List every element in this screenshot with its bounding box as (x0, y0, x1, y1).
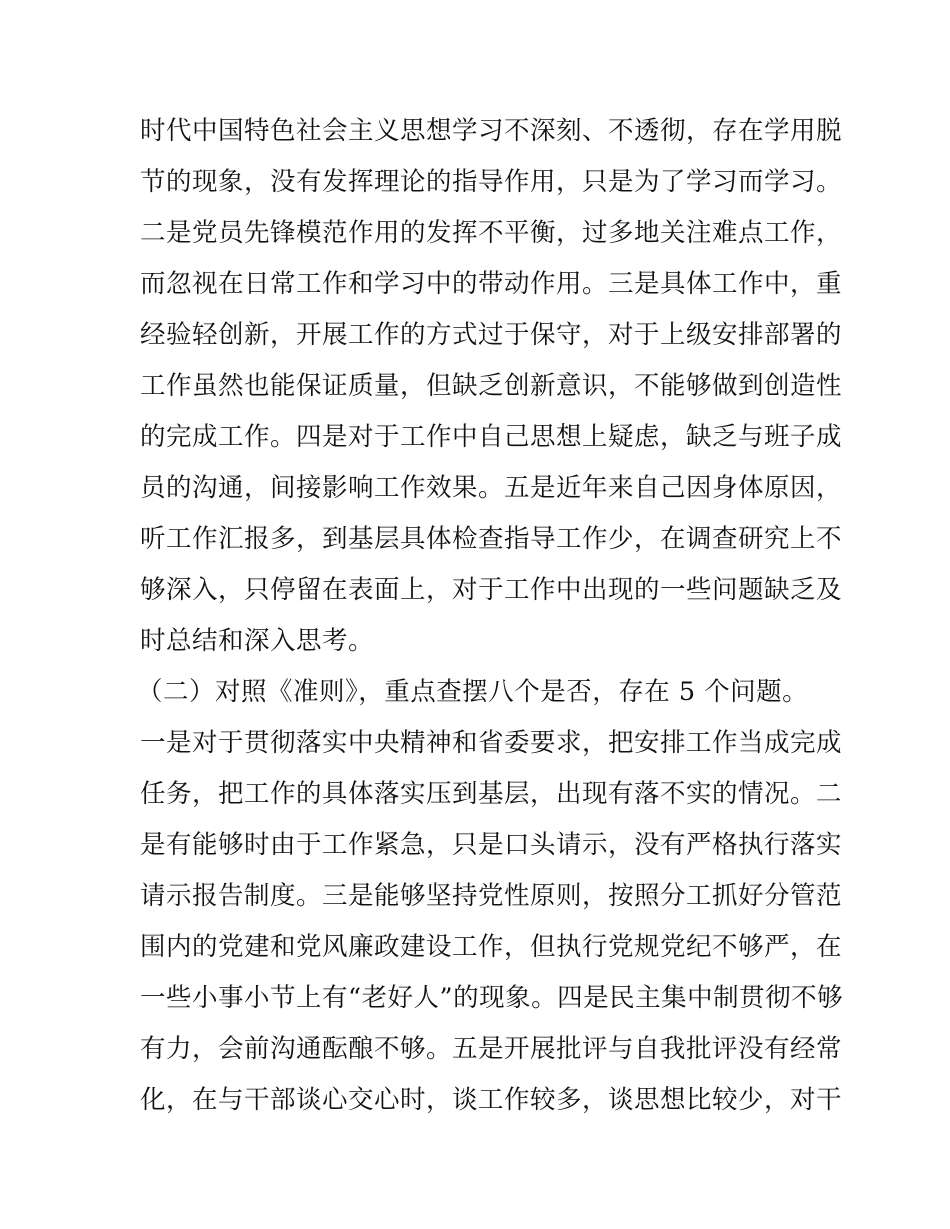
text-line: 一是对于贯彻落实中央精神和省委要求，把安排工作当成完成 (140, 728, 843, 758)
text-line: 请示报告制度。三是能够坚持党性原则，按照分工抓好分管范 (140, 881, 843, 911)
text-line: 听工作汇报多，到基层具体检查指导工作少，在调查研究上不 (140, 524, 843, 554)
text-line: 节的现象，没有发挥理论的指导作用，只是为了学习而学习。 (140, 167, 843, 197)
text-line: 经验轻创新，开展工作的方式过于保守，对于上级安排部署的 (140, 320, 843, 350)
text-line: 化，在与干部谈心交心时，谈工作较多，谈思想比较少，对干 (140, 1085, 843, 1115)
text-line: 时总结和深入思考。 (140, 626, 375, 656)
text-line: 一些小事小节上有“老好人”的现象。四是民主集中制贯彻不够 (140, 983, 844, 1013)
text-line: 员的沟通，间接影响工作效果。五是近年来自己因身体原因， (140, 473, 843, 503)
text-line: 工作虽然也能保证质量，但缺乏创新意识，不能够做到创造性 (140, 371, 843, 401)
text-line: 而忽视在日常工作和学习中的带动作用。三是具体工作中，重 (140, 269, 843, 299)
text-line: 的完成工作。四是对于工作中自己思想上疑虑，缺乏与班子成 (140, 422, 843, 452)
text-line: 够深入，只停留在表面上，对于工作中出现的一些问题缺乏及 (140, 575, 843, 605)
section-heading: （二）对照《准则》，重点查摆八个是否，存在 5 个问题。 (137, 677, 809, 707)
document-body (137, 106, 844, 1126)
text-line: 二是党员先锋模范作用的发挥不平衡，过多地关注难点工作， (140, 218, 843, 248)
text-line: 围内的党建和党风廉政建设工作，但执行党规党纪不够严，在 (140, 932, 843, 962)
text-line: 是有能够时由于工作紧急，只是口头请示，没有严格执行落实 (140, 830, 843, 860)
text-line: 时代中国特色社会主义思想学习不深刻、不透彻，存在学用脱 (140, 116, 843, 146)
text-line: 有力，会前沟通酝酿不够。五是开展批评与自我批评没有经常 (140, 1034, 843, 1064)
text-line: 任务，把工作的具体落实压到基层，出现有落不实的情况。二 (140, 779, 843, 809)
